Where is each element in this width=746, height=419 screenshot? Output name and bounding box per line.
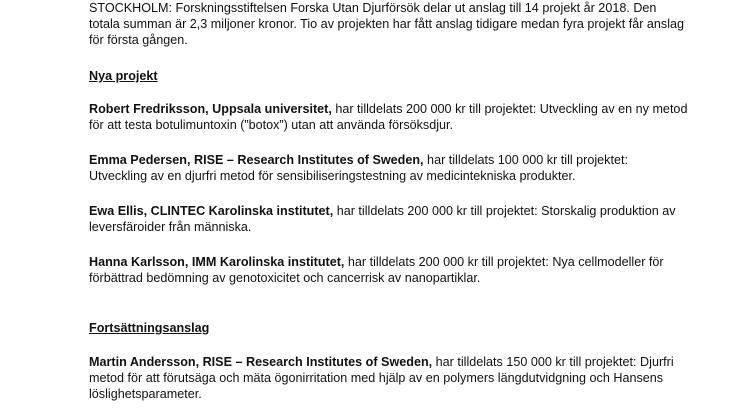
grant-entry (89, 203, 689, 235)
recipient-name: Emma Pedersen, RISE – Research Institutes of Sweden, (89, 153, 424, 167)
grant-description: har tilldelats 200 000 kr till projektet: Nya cellmodeller för förbättrad bedömning av genotoxicitet och cancerrisk av nanopartiklar. (89, 255, 664, 285)
recipient-name: Robert Fredriksson, Uppsala universitet, (89, 102, 332, 116)
recipient-name: Ewa Ellis, CLINTEC Karolinska institutet, (89, 204, 334, 218)
section-heading-new-projects: Nya projekt (89, 69, 158, 83)
grant-description: har tilldelats 200 000 kr till projektet: Utveckling av en ny metod för att testa botulimuntoxin (”botox”) utan att använda försöksdjur. (89, 102, 688, 132)
grant-description: har tilldelats 200 000 kr till projektet: Storskalig produktion av leversfäroider från människa. (89, 204, 676, 234)
grant-entry (89, 254, 689, 286)
grant-description: har tilldelats 150 000 kr till projektet: Djurfri metod för att förutsäga och mäta ögonirritation med hjälp av en polymers längdutvidgning och Hansens löslighetsparameter. (89, 355, 674, 401)
grant-entry (89, 354, 689, 402)
recipient-name: Hanna Karlsson, IMM Karolinska institutet, (89, 255, 345, 269)
recipient-name: Martin Andersson, RISE – Research Institutes of Sweden, (89, 355, 433, 369)
grant-entry (89, 152, 689, 184)
document-page (89, 0, 689, 401)
grant-description: har tilldelats 100 000 kr till projektet: Utveckling av en djurfri metod för sensibiliseringstestning av medicintekniska produkter. (89, 153, 628, 183)
section-heading-continuation: Fortsättningsanslag (89, 321, 210, 335)
grant-entry (89, 101, 689, 133)
intro-paragraph: STOCKHOLM: Forskningsstiftelsen Forska Utan Djurförsök delar ut anslag till 14 projekt år 2018. Den totala summan är 2,3 miljoner kronor. Tio av projekten har fått anslag tidigare medan fyra projekt får anslag för första gången. (89, 1, 685, 47)
